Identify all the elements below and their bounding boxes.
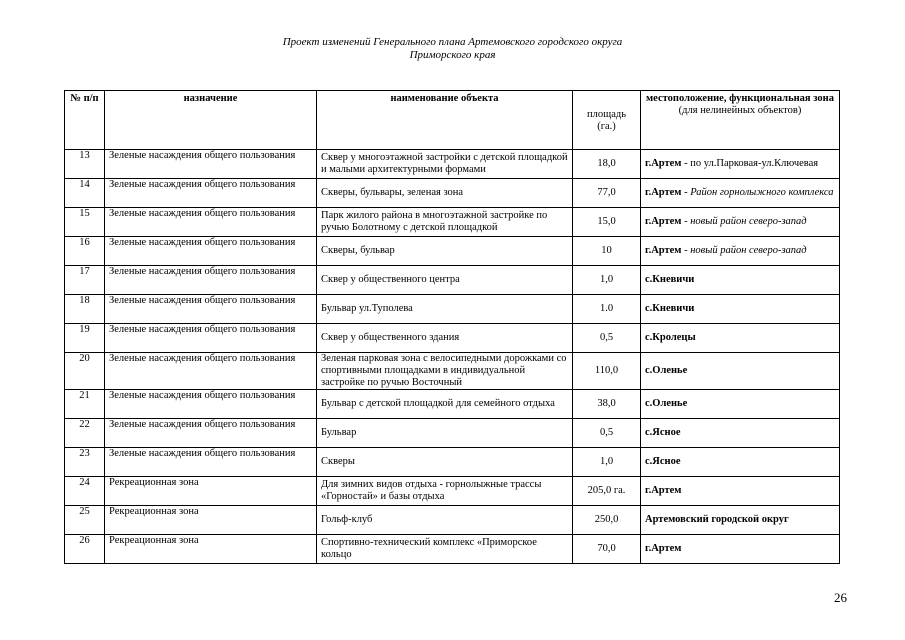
row-object-name-cell: Бульвар ул.Туполева xyxy=(317,295,573,324)
row-purpose-cell: Зеленые насаждения общего пользования xyxy=(105,295,317,324)
location-place: с.Кролецы xyxy=(645,332,696,343)
row-number-cell: 19 xyxy=(65,324,105,353)
row-number-cell: 14 xyxy=(65,179,105,208)
row-purpose-cell: Зеленые насаждения общего пользования xyxy=(105,150,317,179)
row-purpose-cell: Зеленые насаждения общего пользования xyxy=(105,448,317,477)
row-area-cell: 205,0 га. xyxy=(573,477,641,506)
row-location-cell xyxy=(641,266,840,295)
location-place: г.Артем xyxy=(645,245,682,256)
row-area-cell: 18,0 xyxy=(573,150,641,179)
row-area-cell: 250,0 xyxy=(573,506,641,535)
row-number-cell: 13 xyxy=(65,150,105,179)
column-header-location-note: (для нелинейных объектов) xyxy=(678,105,802,116)
location-place: с.Оленье xyxy=(645,365,688,376)
column-header-area xyxy=(573,91,641,150)
location-description: - по ул.Парковая-ул.Ключевая xyxy=(681,158,819,169)
row-purpose-cell: Рекреационная зона xyxy=(105,506,317,535)
row-purpose-cell: Рекреационная зона xyxy=(105,477,317,506)
table-row xyxy=(65,150,840,179)
location-place: с.Оленье xyxy=(645,398,688,409)
location-place: с.Кневичи xyxy=(645,274,695,285)
row-area-cell: 77,0 xyxy=(573,179,641,208)
row-number-cell: 24 xyxy=(65,477,105,506)
location-description: - Район горнолыжного комплекса xyxy=(681,187,834,198)
row-object-name-cell: Гольф-клуб xyxy=(317,506,573,535)
location-place: г.Артем xyxy=(645,158,682,169)
row-number-cell: 26 xyxy=(65,535,105,564)
location-place: с.Ясное xyxy=(645,427,681,438)
row-area-cell: 38,0 xyxy=(573,390,641,419)
row-object-name-cell: Сквер у общественного здания xyxy=(317,324,573,353)
table-row xyxy=(65,208,840,237)
row-location-cell xyxy=(641,390,840,419)
row-number-cell: 21 xyxy=(65,390,105,419)
row-area-cell: 1,0 xyxy=(573,266,641,295)
row-location-cell xyxy=(641,535,840,564)
row-object-name-cell: Зеленая парковая зона с велосипедными дорожками со спортивными площадками в индивидуальной застройке по ручью Восточный xyxy=(317,353,573,390)
row-purpose-cell: Зеленые насаждения общего пользования xyxy=(105,237,317,266)
row-object-name-cell: Скверы, бульвары, зеленая зона xyxy=(317,179,573,208)
location-place: г.Артем xyxy=(645,216,682,227)
table-row xyxy=(65,506,840,535)
row-object-name-cell: Бульвар xyxy=(317,419,573,448)
row-object-name-cell: Сквер у общественного центра xyxy=(317,266,573,295)
location-description: - новый район северо-запад xyxy=(681,216,807,227)
row-number-cell: 17 xyxy=(65,266,105,295)
row-object-name-cell: Скверы, бульвар xyxy=(317,237,573,266)
row-object-name-cell: Спортивно-технический комплекс «Приморское кольцо xyxy=(317,535,573,564)
row-area-cell: 15,0 xyxy=(573,208,641,237)
row-purpose-cell: Зеленые насаждения общего пользования xyxy=(105,179,317,208)
row-location-cell xyxy=(641,477,840,506)
table-row xyxy=(65,419,840,448)
row-location-cell xyxy=(641,237,840,266)
column-header-purpose: назначение xyxy=(105,91,317,150)
row-number-cell: 25 xyxy=(65,506,105,535)
column-header-location-label: местоположение, функциональная зона xyxy=(646,93,834,104)
row-purpose-cell: Зеленые насаждения общего пользования xyxy=(105,419,317,448)
table-row xyxy=(65,353,840,390)
row-purpose-cell: Зеленые насаждения общего пользования xyxy=(105,208,317,237)
table-row xyxy=(65,295,840,324)
document-header-line2: Приморского края xyxy=(409,49,496,61)
row-number-cell: 23 xyxy=(65,448,105,477)
row-location-cell xyxy=(641,150,840,179)
location-place: г.Артем xyxy=(645,543,682,554)
row-number-cell: 22 xyxy=(65,419,105,448)
row-area-cell: 0,5 xyxy=(573,419,641,448)
row-location-cell xyxy=(641,295,840,324)
row-location-cell xyxy=(641,506,840,535)
row-number-cell: 18 xyxy=(65,295,105,324)
row-location-cell xyxy=(641,419,840,448)
row-purpose-cell: Зеленые насаждения общего пользования xyxy=(105,390,317,419)
row-location-cell xyxy=(641,179,840,208)
row-number-cell: 15 xyxy=(65,208,105,237)
row-location-cell xyxy=(641,208,840,237)
table-row xyxy=(65,266,840,295)
document-header-line1: Проект изменений Генерального плана Артемовского городского округа xyxy=(282,36,623,48)
location-description: - новый район северо-запад xyxy=(681,245,807,256)
row-number-cell: 16 xyxy=(65,237,105,266)
row-object-name-cell: Парк жилого района в многоэтажной застройке по ручью Болотному с детской площадкой xyxy=(317,208,573,237)
table-header-row xyxy=(65,91,840,150)
location-place: с.Кневичи xyxy=(645,303,695,314)
row-area-cell: 1,0 xyxy=(573,448,641,477)
row-location-cell xyxy=(641,353,840,390)
row-object-name-cell: Скверы xyxy=(317,448,573,477)
objects-table xyxy=(64,90,840,564)
table-row xyxy=(65,535,840,564)
location-place: г.Артем xyxy=(645,485,682,496)
row-purpose-cell: Рекреационная зона xyxy=(105,535,317,564)
column-header-name: наименование объекта xyxy=(317,91,573,150)
column-header-num: № п/п xyxy=(65,91,105,150)
row-location-cell xyxy=(641,448,840,477)
row-area-cell: 10 xyxy=(573,237,641,266)
row-location-cell xyxy=(641,324,840,353)
row-number-cell: 20 xyxy=(65,353,105,390)
row-purpose-cell: Зеленые насаждения общего пользования xyxy=(105,266,317,295)
table-row xyxy=(65,477,840,506)
row-object-name-cell: Бульвар с детской площадкой для семейного отдыха xyxy=(317,390,573,419)
page-number: 26 xyxy=(834,590,847,605)
location-place: г.Артем xyxy=(645,187,682,198)
row-area-cell: 70,0 xyxy=(573,535,641,564)
row-area-cell: 0,5 xyxy=(573,324,641,353)
row-area-cell: 1.0 xyxy=(573,295,641,324)
table-row xyxy=(65,448,840,477)
table-row xyxy=(65,390,840,419)
table-row xyxy=(65,237,840,266)
table-row xyxy=(65,324,840,353)
row-purpose-cell: Зеленые насаждения общего пользования xyxy=(105,324,317,353)
row-object-name-cell: Сквер у многоэтажной застройки с детской площадкой и малыми архитектурными формами xyxy=(317,150,573,179)
location-place: с.Ясное xyxy=(645,456,681,467)
column-header-area-label: площадь (га.) xyxy=(587,109,626,132)
table-row xyxy=(65,179,840,208)
column-header-location xyxy=(641,91,840,150)
row-object-name-cell: Для зимних видов отдыха - горнолыжные трассы «Горностай» и базы отдыха xyxy=(317,477,573,506)
location-place: Артемовский городской округ xyxy=(645,514,789,525)
table-body xyxy=(65,150,840,564)
row-purpose-cell: Зеленые насаждения общего пользования xyxy=(105,353,317,390)
row-area-cell: 110,0 xyxy=(573,353,641,390)
